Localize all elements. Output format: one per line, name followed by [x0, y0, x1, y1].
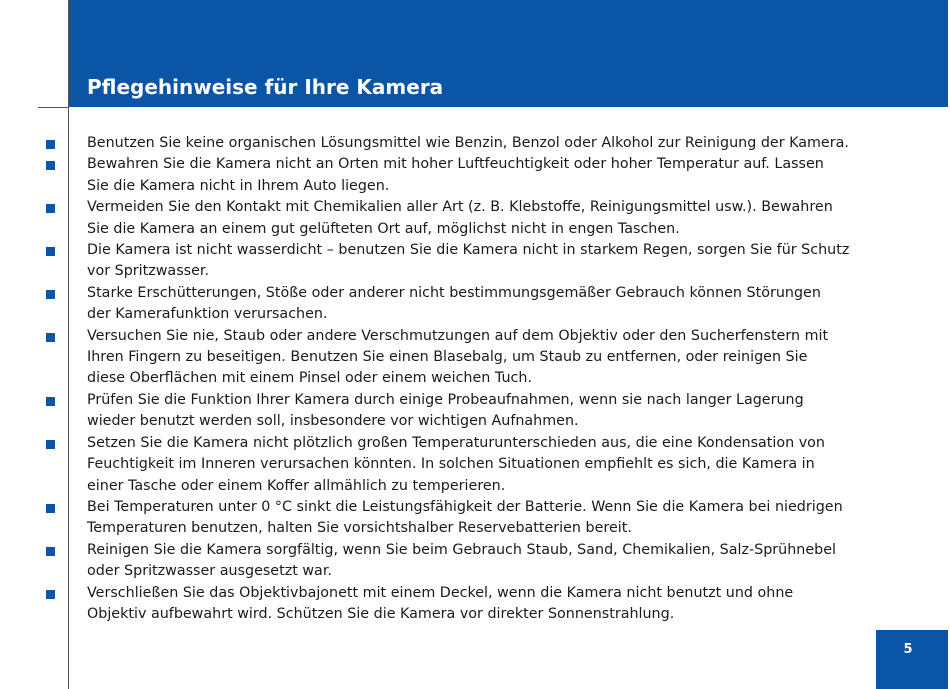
list-item [0, 133, 887, 154]
list-item-text-line: Bewahren Sie die Kamera nicht an Orten mit hoher Luftfeuchtigkeit oder hoher Temperatur auf. Lassen [87, 156, 824, 173]
list-item [0, 154, 887, 197]
page-title: Pflegehinweise für Ihre Kamera [87, 75, 444, 99]
list-item-text-line: Benutzen Sie keine organischen Lösungsmittel wie Benzin, Benzol oder Alkohol zur Reinigung der Kamera. [87, 135, 849, 151]
square-bullet-icon [46, 290, 55, 299]
square-bullet-icon [46, 504, 55, 513]
list-item-text-line: vor Spritzwasser. [87, 263, 209, 280]
list-item [0, 197, 887, 240]
square-bullet-icon [46, 140, 55, 149]
header-divider [38, 107, 69, 108]
list-item [0, 497, 887, 540]
list-item [0, 583, 887, 626]
page-number-badge [876, 630, 948, 689]
list-item-text-line: Setzen Sie die Kamera nicht plötzlich großen Temperaturunterschieden aus, die eine Kondensation von [87, 434, 825, 451]
square-bullet-icon [46, 333, 55, 342]
list-item [0, 540, 887, 583]
list-item-text-line: Die Kamera ist nicht wasserdicht – benutzen Sie die Kamera nicht in starkem Regen, sorgen Sie für Schutz [87, 242, 850, 259]
list-item-text-line: Objektiv aufbewahrt wird. Schützen Sie die Kamera vor direkter Sonnenstrahlung. [87, 605, 675, 622]
list-item-text-line: Temperaturen benutzen, halten Sie vorsichtshalber Reservebatterien bereit. [87, 520, 632, 537]
list-item-text-line: Sie die Kamera nicht in Ihrem Auto liegen. [87, 177, 390, 194]
list-item [0, 326, 887, 390]
list-item-text-line: oder Spritzwasser ausgesetzt war. [87, 563, 332, 580]
list-item-text-line: diese Oberflächen mit einem Pinsel oder einem weichen Tuch. [87, 370, 532, 387]
header-bar [69, 0, 948, 107]
list-item-text-line: einer Tasche oder einem Koffer allmählich zu temperieren. [87, 477, 506, 494]
list-item-text-line: Prüfen Sie die Funktion Ihrer Kamera durch einige Probeaufnahmen, wenn sie nach langer Lagerung [87, 391, 804, 408]
list-item-text-line: Versuchen Sie nie, Staub oder andere Verschmutzungen auf dem Objektiv oder den Sucherfenstern mit [87, 327, 829, 344]
list-item-text-line: Vermeiden Sie den Kontakt mit Chemikalien aller Art (z. B. Klebstoffe, Reinigungsmittel usw.). Bewahren [87, 199, 833, 216]
list-item-text-line: Starke Erschütterungen, Stöße oder anderer nicht bestimmungsgemäßer Gebrauch können Störungen [87, 284, 821, 301]
square-bullet-icon [46, 204, 55, 213]
square-bullet-icon [46, 397, 55, 406]
list-item-text-line: Feuchtigkeit im Inneren verursachen könnten. In solchen Situationen empfiehlt es sich, die Kamera in [87, 456, 815, 473]
list-item-text-line: wieder benutzt werden soll, insbesondere vor wichtigen Aufnahmen. [87, 413, 579, 430]
list-item-text-line: Verschließen Sie das Objektivbajonett mit einem Deckel, wenn die Kamera nicht benutzt und ohne [87, 584, 794, 601]
list-item-text-line: der Kamerafunktion verursachen. [87, 306, 328, 323]
list-item [0, 240, 887, 283]
square-bullet-icon [46, 547, 55, 556]
page-number: 5 [903, 642, 913, 657]
list-item-text-line: Reinigen Sie die Kamera sorgfältig, wenn Sie beim Gebrauch Staub, Sand, Chemikalien, Salz-Sprühnebel [87, 541, 836, 558]
square-bullet-icon [46, 590, 55, 599]
care-instructions-list [0, 133, 887, 625]
list-item [0, 433, 887, 497]
list-item [0, 390, 887, 433]
list-item [0, 283, 887, 326]
list-item-text-line: Ihren Fingern zu beseitigen. Benutzen Sie einen Blasebalg, um Staub zu entfernen, oder reinigen Sie [87, 349, 808, 366]
square-bullet-icon [46, 440, 55, 449]
list-item-text-line: Bei Temperaturen unter 0 °C sinkt die Leistungsfähigkeit der Batterie. Wenn Sie die Kamera bei niedrigen [87, 498, 843, 515]
square-bullet-icon [46, 247, 55, 256]
square-bullet-icon [46, 161, 55, 170]
list-item-text-line: Sie die Kamera an einem gut gelüfteten Ort auf, möglichst nicht in engen Taschen. [87, 220, 680, 237]
